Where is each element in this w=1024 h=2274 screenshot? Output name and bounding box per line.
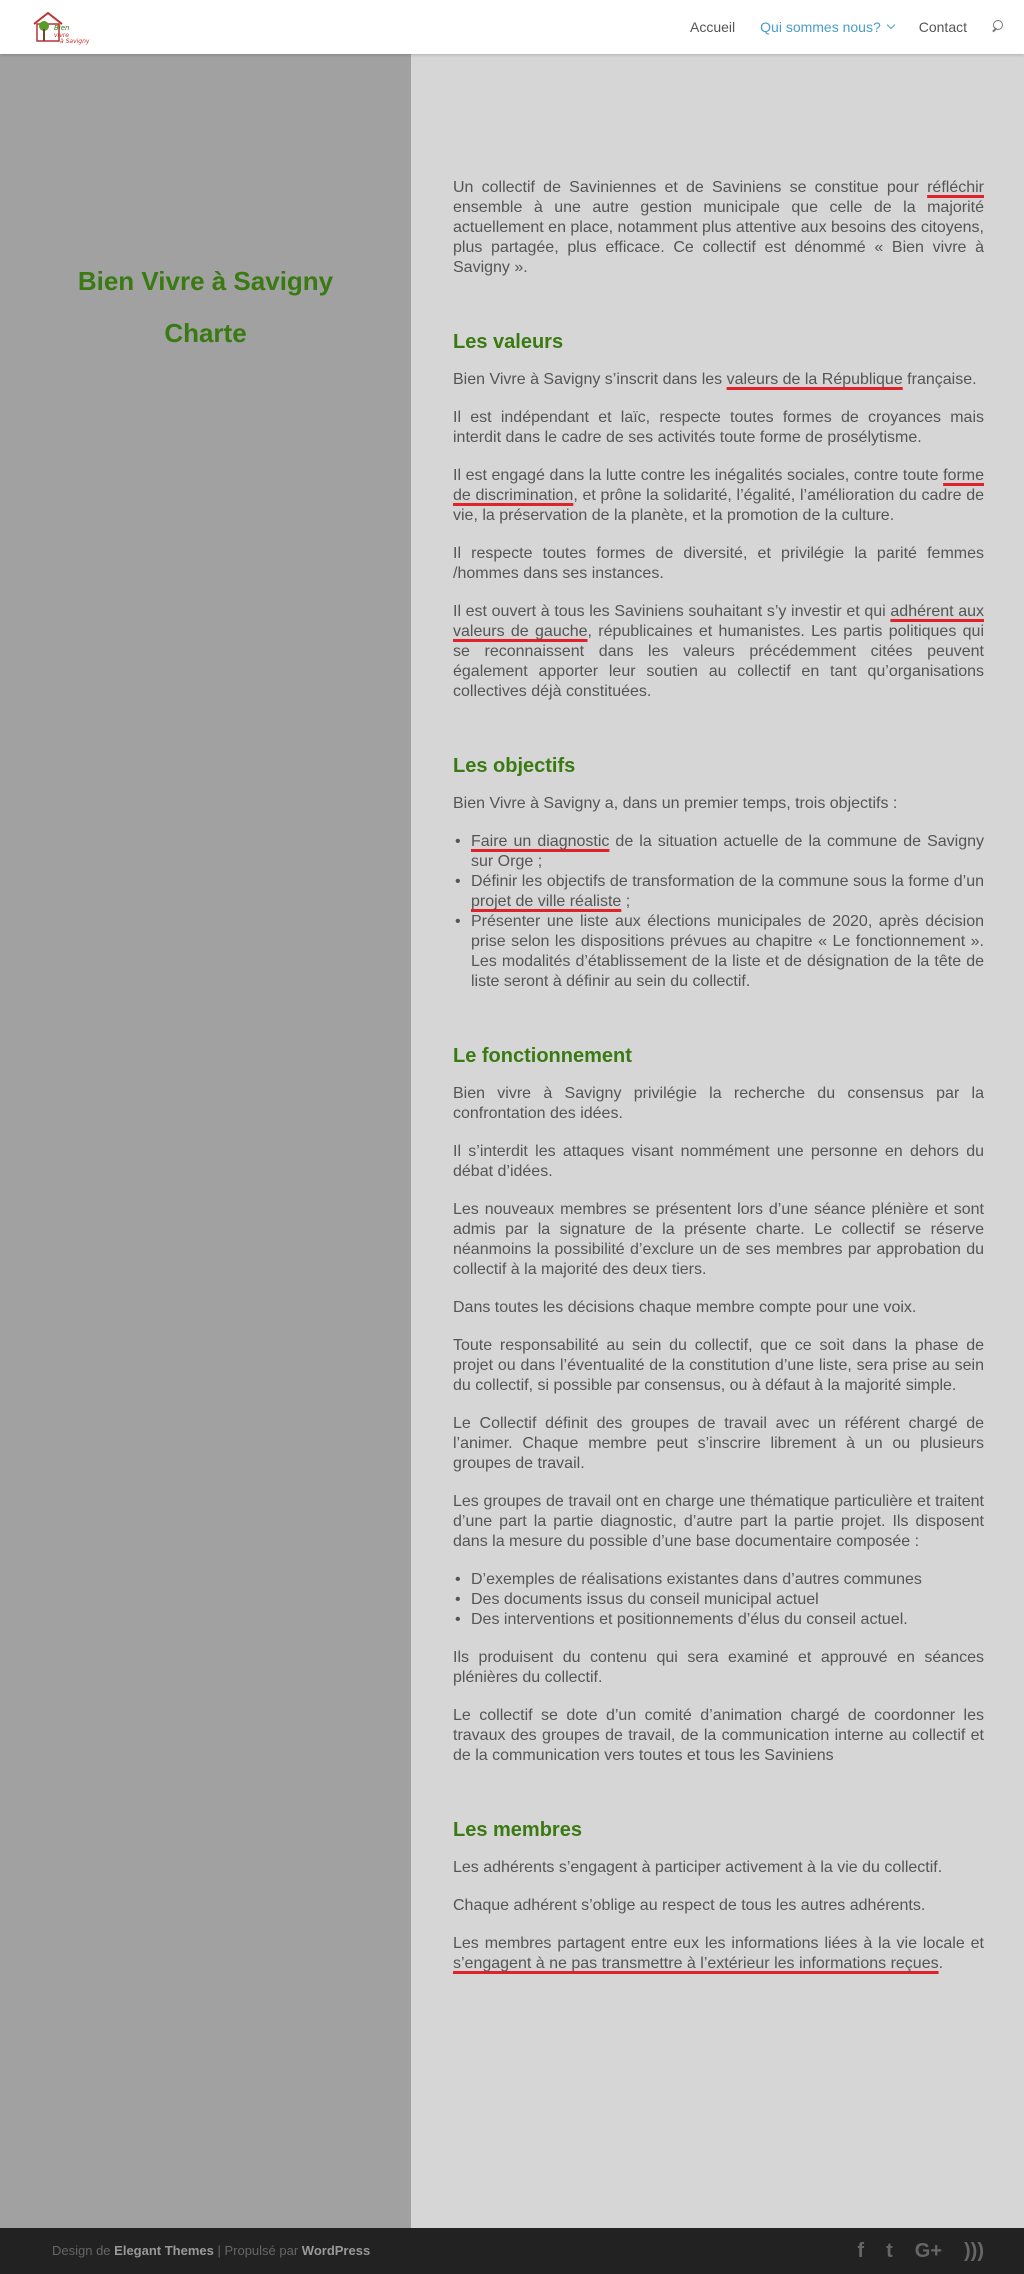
fonctionnement-p2: Il s’interdit les attaques visant nommément une personne en dehors du débat d’idées. [453,1143,984,1180]
heading-fonctionnement: Le fonctionnement [453,1045,632,1067]
charter-text [453,178,984,1992]
sidebar-panel [0,54,411,2228]
nav-qui-sommes-nous-label: Qui sommes nous? [760,19,881,35]
list-item: • Des documents issus du conseil municipal actuel [453,1590,984,1610]
highlight-confidentialite: s’engagent à ne pas transmettre à l’extérieur les informations reçues [453,1955,939,1972]
intro-paragraph [453,178,984,278]
documentation-list [453,1570,984,1630]
fonctionnement-p7: Les groupes de travail ont en charge une thématique particulière et traitent d’une part la partie diagnostic, d’autre part la partie projet. Ils disposent dans la mesure du possible d’une base documentaire composée : [453,1493,984,1550]
facebook-icon[interactable]: f [857,2240,865,2262]
fonctionnement-p6: Le Collectif définit des groupes de travail avec un référent chargé de l’animer. Chaque membre peut s’inscrire librement à un ou plusieurs groupes de travail. [453,1415,984,1472]
heading-membres: Les membres [453,1819,582,1841]
fonctionnement-p4: Dans toutes les décisions chaque membre compte pour une voix. [453,1299,917,1316]
heading-valeurs: Les valeurs [453,331,564,353]
twitter-icon[interactable]: t [886,2240,893,2262]
valeurs-p4: Il respecte toutes formes de diversité, et privilégie la parité femmes /hommes dans ses instances. [453,545,984,582]
chevron-down-icon [887,21,895,29]
valeurs-p2: Il est indépendant et laïc, respecte toutes formes de croyances mais interdit dans le cadre de ses activités toute forme de prosélytisme. [453,409,984,446]
svg-text:vivre: vivre [54,32,69,39]
list-item: • Présenter une liste aux élections municipales de 2020, après décision prise selon les dispositions prévues au chapitre « Le fonctionnement ». Les modalités d’établissement de la liste et de désignation de la tête de liste seront à définir au sein du collectif. [453,912,984,992]
list-item: • D’exemples de réalisations existantes dans d’autres communes [453,1570,984,1590]
objectifs-intro: Bien Vivre à Savigny a, dans un premier temps, trois objectifs : [453,795,898,812]
nav-qui-sommes-nous[interactable] [760,19,894,35]
site-footer [0,2228,1024,2274]
highlight-valeurs-gauche: adhérent aux valeurs de gauche [453,603,985,640]
elegant-themes-link[interactable]: Elegant Themes [114,2243,214,2258]
main-nav [665,0,1006,54]
intro-text: Un collectif de Saviniennes et de Saviniens se constitue pour [453,179,928,196]
fonctionnement-p5: Toute responsabilité au sein du collectif, que ce soit dans la phase de projet ou dans l’éventualité de la constitution d’une liste, sera prise au sein du collectif, si possible par consensus, ou à défaut à la majorité simple. [453,1337,984,1394]
highlight-reflechir: réfléchir [927,179,984,196]
nav-accueil[interactable]: Accueil [690,19,736,35]
objectifs-list [453,832,984,992]
list-item: • Définir les objectifs de transformation de la commune sous la forme d’un projet de ville réaliste ; [453,872,984,912]
rss-icon[interactable]: ))) [964,2240,984,2262]
highlight-valeurs-republique: valeurs de la République [726,371,903,388]
valeurs-p1: Bien Vivre à Savigny s’inscrit dans les valeurs de la République française. [453,371,977,388]
intro-text-end: ensemble à une autre gestion municipale que celle de la majorité actuellement en place, notamment plus attentive aux besoins des citoyens, plus partagée, plus efficace. Ce collectif est dénommé « Bien vivre à Savigny ». [453,199,984,276]
footer-credit: Design de Elegant Themes | Propulsé par WordPress [52,2243,371,2258]
fonctionnement-p1: Bien vivre à Savigny privilégie la recherche du consensus par la confrontation des idées. [453,1085,984,1122]
highlight-diagnostic: Faire un diagnostic [471,833,610,850]
svg-text:à Savigny: à Savigny [60,38,90,45]
membres-p3: Les membres partagent entre eux les informations liées à la vie locale et s’engagent à ne pas transmettre à l’extérieur les informations reçues. [453,1935,984,1972]
svg-text:Bien: Bien [54,24,70,32]
sidebar-subtitle: Charte [164,318,247,348]
list-item: • Des interventions et positionnements d’élus du conseil actuel. [453,1610,984,1630]
wordpress-link[interactable]: WordPress [301,2243,371,2258]
membres-p2: Chaque adhérent s’oblige au respect de tous les autres adhérents. [453,1897,926,1914]
site-header [0,0,1024,54]
valeurs-p3: Il est engagé dans la lutte contre les inégalités sociales, contre toute forme de discrimination, et prône la solidarité, l’égalité, l’amélioration du cadre de vie, la préservation de la planète, et la promotion de la culture. [453,467,984,524]
list-item: • Faire un diagnostic de la situation actuelle de la commune de Savigny sur Orge ; [453,832,984,872]
social-links [857,2240,984,2263]
main-content [411,54,1024,2228]
fonctionnement-p9: Le collectif se dote d’un comité d’animation chargé de coordonner les travaux des groupes de travail, de la communication interne au collectif et de la communication vers toutes et tous les Saviniens [453,1707,984,1764]
search-icon[interactable] [992,20,1006,34]
highlight-projet-ville: projet de ville réaliste [471,893,622,910]
fonctionnement-p3: Les nouveaux membres se présentent lors d’une séance plénière et sont admis par la signature de la présente charte. Le collectif se réserve néanmoins la possibilité d’exclure un de ses membres par approbation du collectif à la majorité des deux tiers. [453,1201,984,1278]
sidebar-title: Bien Vivre à Savigny [77,266,334,296]
membres-p1: Les adhérents s’engagent à participer activement à la vie du collectif. [453,1859,943,1876]
google-plus-icon[interactable]: G+ [914,2240,943,2262]
highlight-discrimination: forme de discrimination [453,467,984,504]
nav-contact[interactable]: Contact [918,19,967,35]
valeurs-p5: Il est ouvert à tous les Saviniens souhaitant s’y investir et qui adhérent aux valeurs de gauche, républicaines et humanistes. Les partis politiques qui se reconnaissent dans les valeurs précédemment citées peuvent également apporter leur soutien au collectif en tant qu’organisations collectives déjà constituées. [453,603,985,700]
fonctionnement-p8: Ils produisent du contenu qui sera examiné et approuvé en séances plénières du collectif. [453,1649,984,1686]
site-logo[interactable] [30,10,90,45]
heading-objectifs: Les objectifs [453,755,576,777]
